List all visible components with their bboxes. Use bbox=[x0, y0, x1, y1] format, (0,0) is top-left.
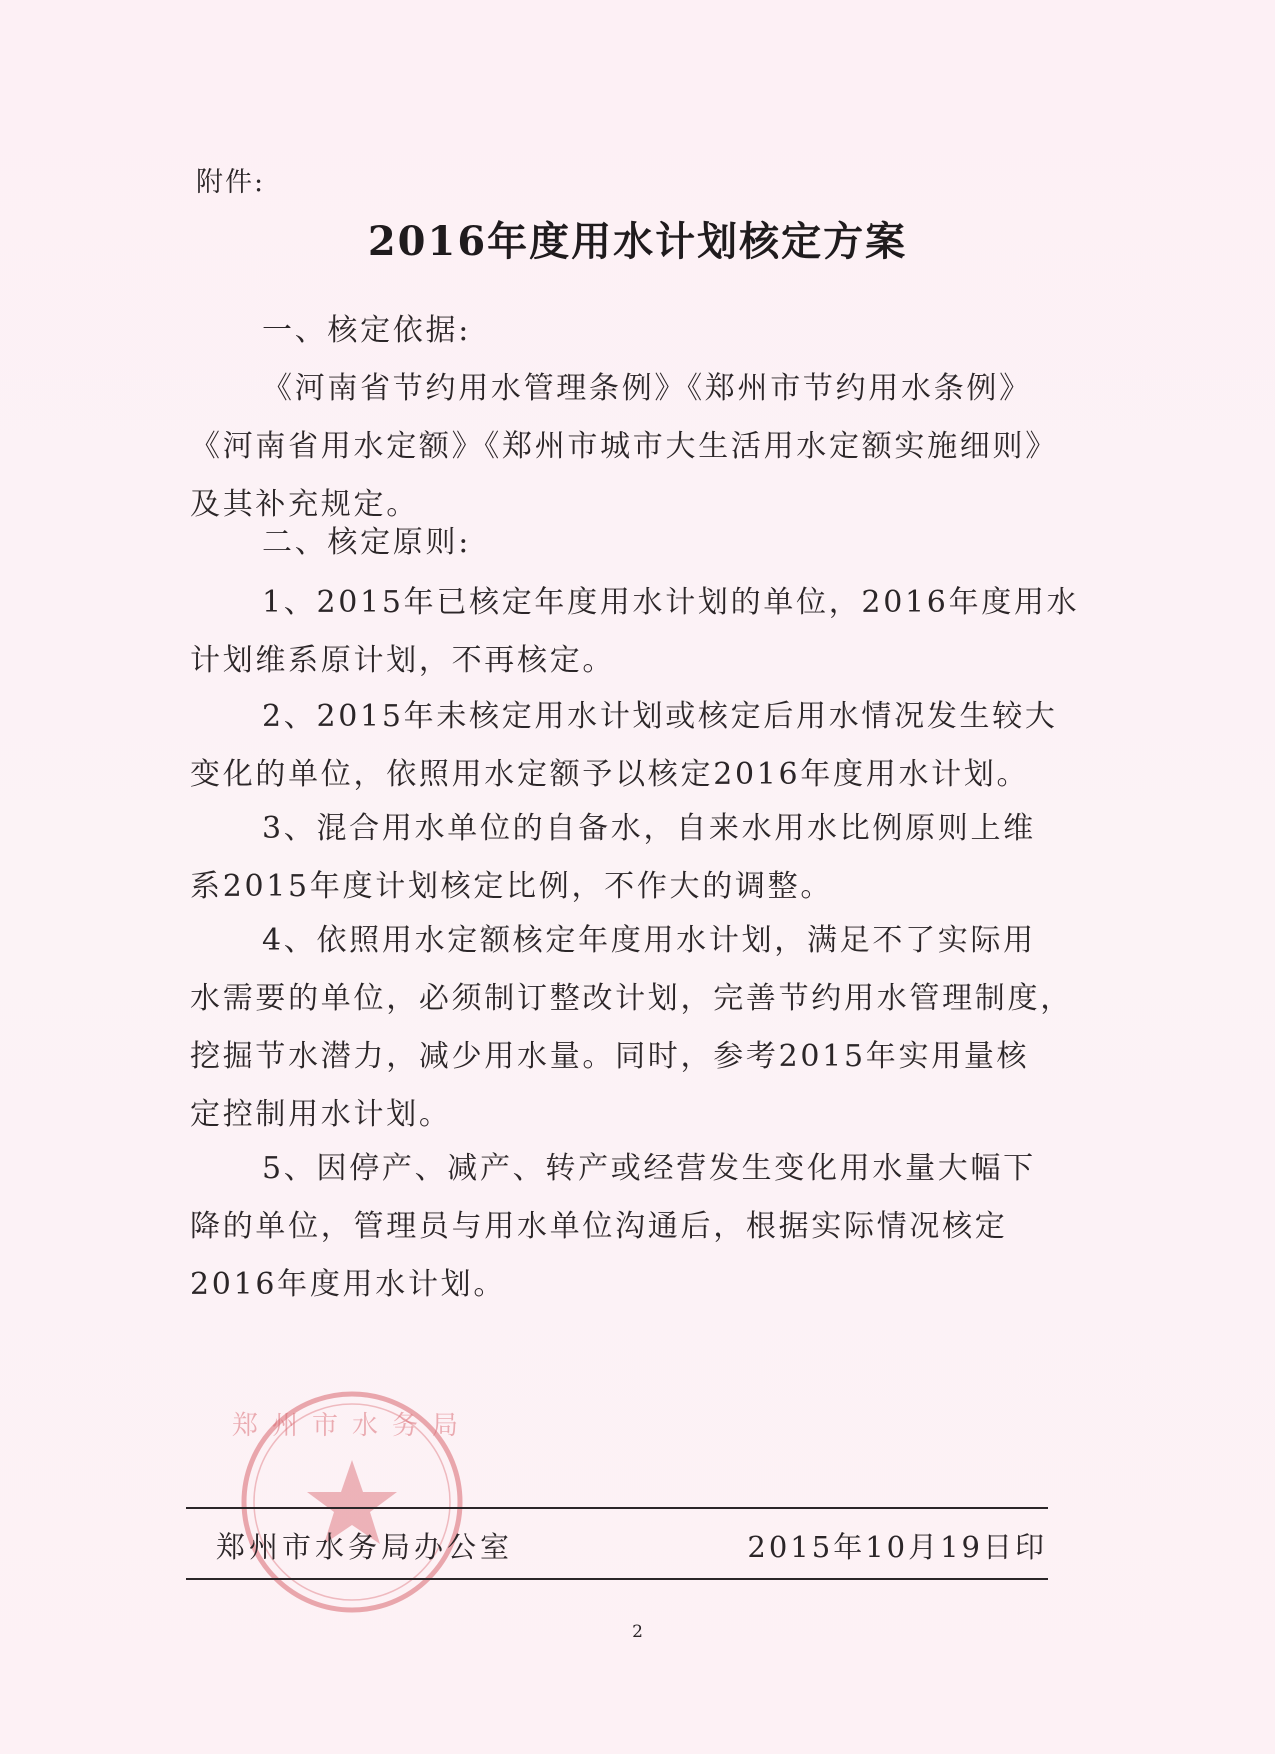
document-title: 2016年度用水计划核定方案 bbox=[367, 218, 908, 265]
paragraph-line: 变化的单位，依照用水定额予以核定2016年度用水计划。 bbox=[190, 757, 1030, 792]
principle-item-1 bbox=[190, 574, 1080, 690]
section-heading: 二、核定原则: bbox=[262, 525, 472, 560]
paragraph-line: 5、因停产、减产、转产或经营发生变化用水量大幅下 bbox=[262, 1151, 1036, 1186]
footer-top-rule bbox=[186, 1507, 1048, 1509]
paragraph-line: 2、2015年未核定用水计划或核定后用水情况发生较大 bbox=[262, 699, 1058, 734]
page-number: 2 bbox=[632, 1622, 643, 1642]
principle-item-4 bbox=[190, 912, 1073, 1144]
paragraph-line: 及其补充规定。 bbox=[190, 487, 419, 522]
paragraph-line: 4、依照用水定额核定年度用水计划，满足不了实际用 bbox=[262, 923, 1036, 958]
paragraph-line: 定控制用水计划。 bbox=[190, 1097, 452, 1132]
paragraph-line: 1、2015年已核定年度用水计划的单位，2016年度用水 bbox=[262, 585, 1080, 620]
principle-item-2 bbox=[190, 688, 1070, 804]
principle-item-5 bbox=[190, 1140, 1070, 1314]
footer-bottom-rule bbox=[186, 1578, 1048, 1580]
paragraph-line: 挖掘节水潜力，减少用水量。同时，参考2015年实用量核 bbox=[190, 1039, 1030, 1074]
section-principles bbox=[190, 514, 1070, 572]
paragraph-line: 降的单位，管理员与用水单位沟通后，根据实际情况核定 bbox=[190, 1209, 1008, 1244]
svg-text:郑州市水务局: 郑州市水务局 bbox=[232, 1411, 472, 1441]
attachment-label: 附件: bbox=[196, 167, 266, 198]
paragraph-line: 3、混合用水单位的自备水，自来水用水比例原则上维 bbox=[262, 811, 1036, 846]
paragraph-line: 计划维系原计划，不再核定。 bbox=[190, 643, 616, 678]
paragraph-line: 2016年度用水计划。 bbox=[190, 1267, 507, 1302]
paragraph-line: 《河南省用水定额》《郑州市城市大生活用水定额实施细则》 bbox=[190, 429, 1058, 464]
paragraph-line: 《河南省节约用水管理条例》《郑州市节约用水条例》 bbox=[262, 371, 1032, 406]
section-basis bbox=[190, 302, 1070, 534]
issuer-name: 郑州市水务局办公室 bbox=[216, 1530, 514, 1564]
paragraph-line: 水需要的单位，必须制订整改计划，完善节约用水管理制度， bbox=[190, 981, 1073, 1016]
official-seal-stamp bbox=[232, 1382, 472, 1622]
section-heading: 一、核定依据: bbox=[262, 313, 472, 348]
print-date: 2015年10月19日印 bbox=[747, 1530, 1047, 1564]
principle-item-3 bbox=[190, 800, 1070, 916]
paragraph-line: 系2015年度计划核定比例，不作大的调整。 bbox=[190, 869, 834, 904]
